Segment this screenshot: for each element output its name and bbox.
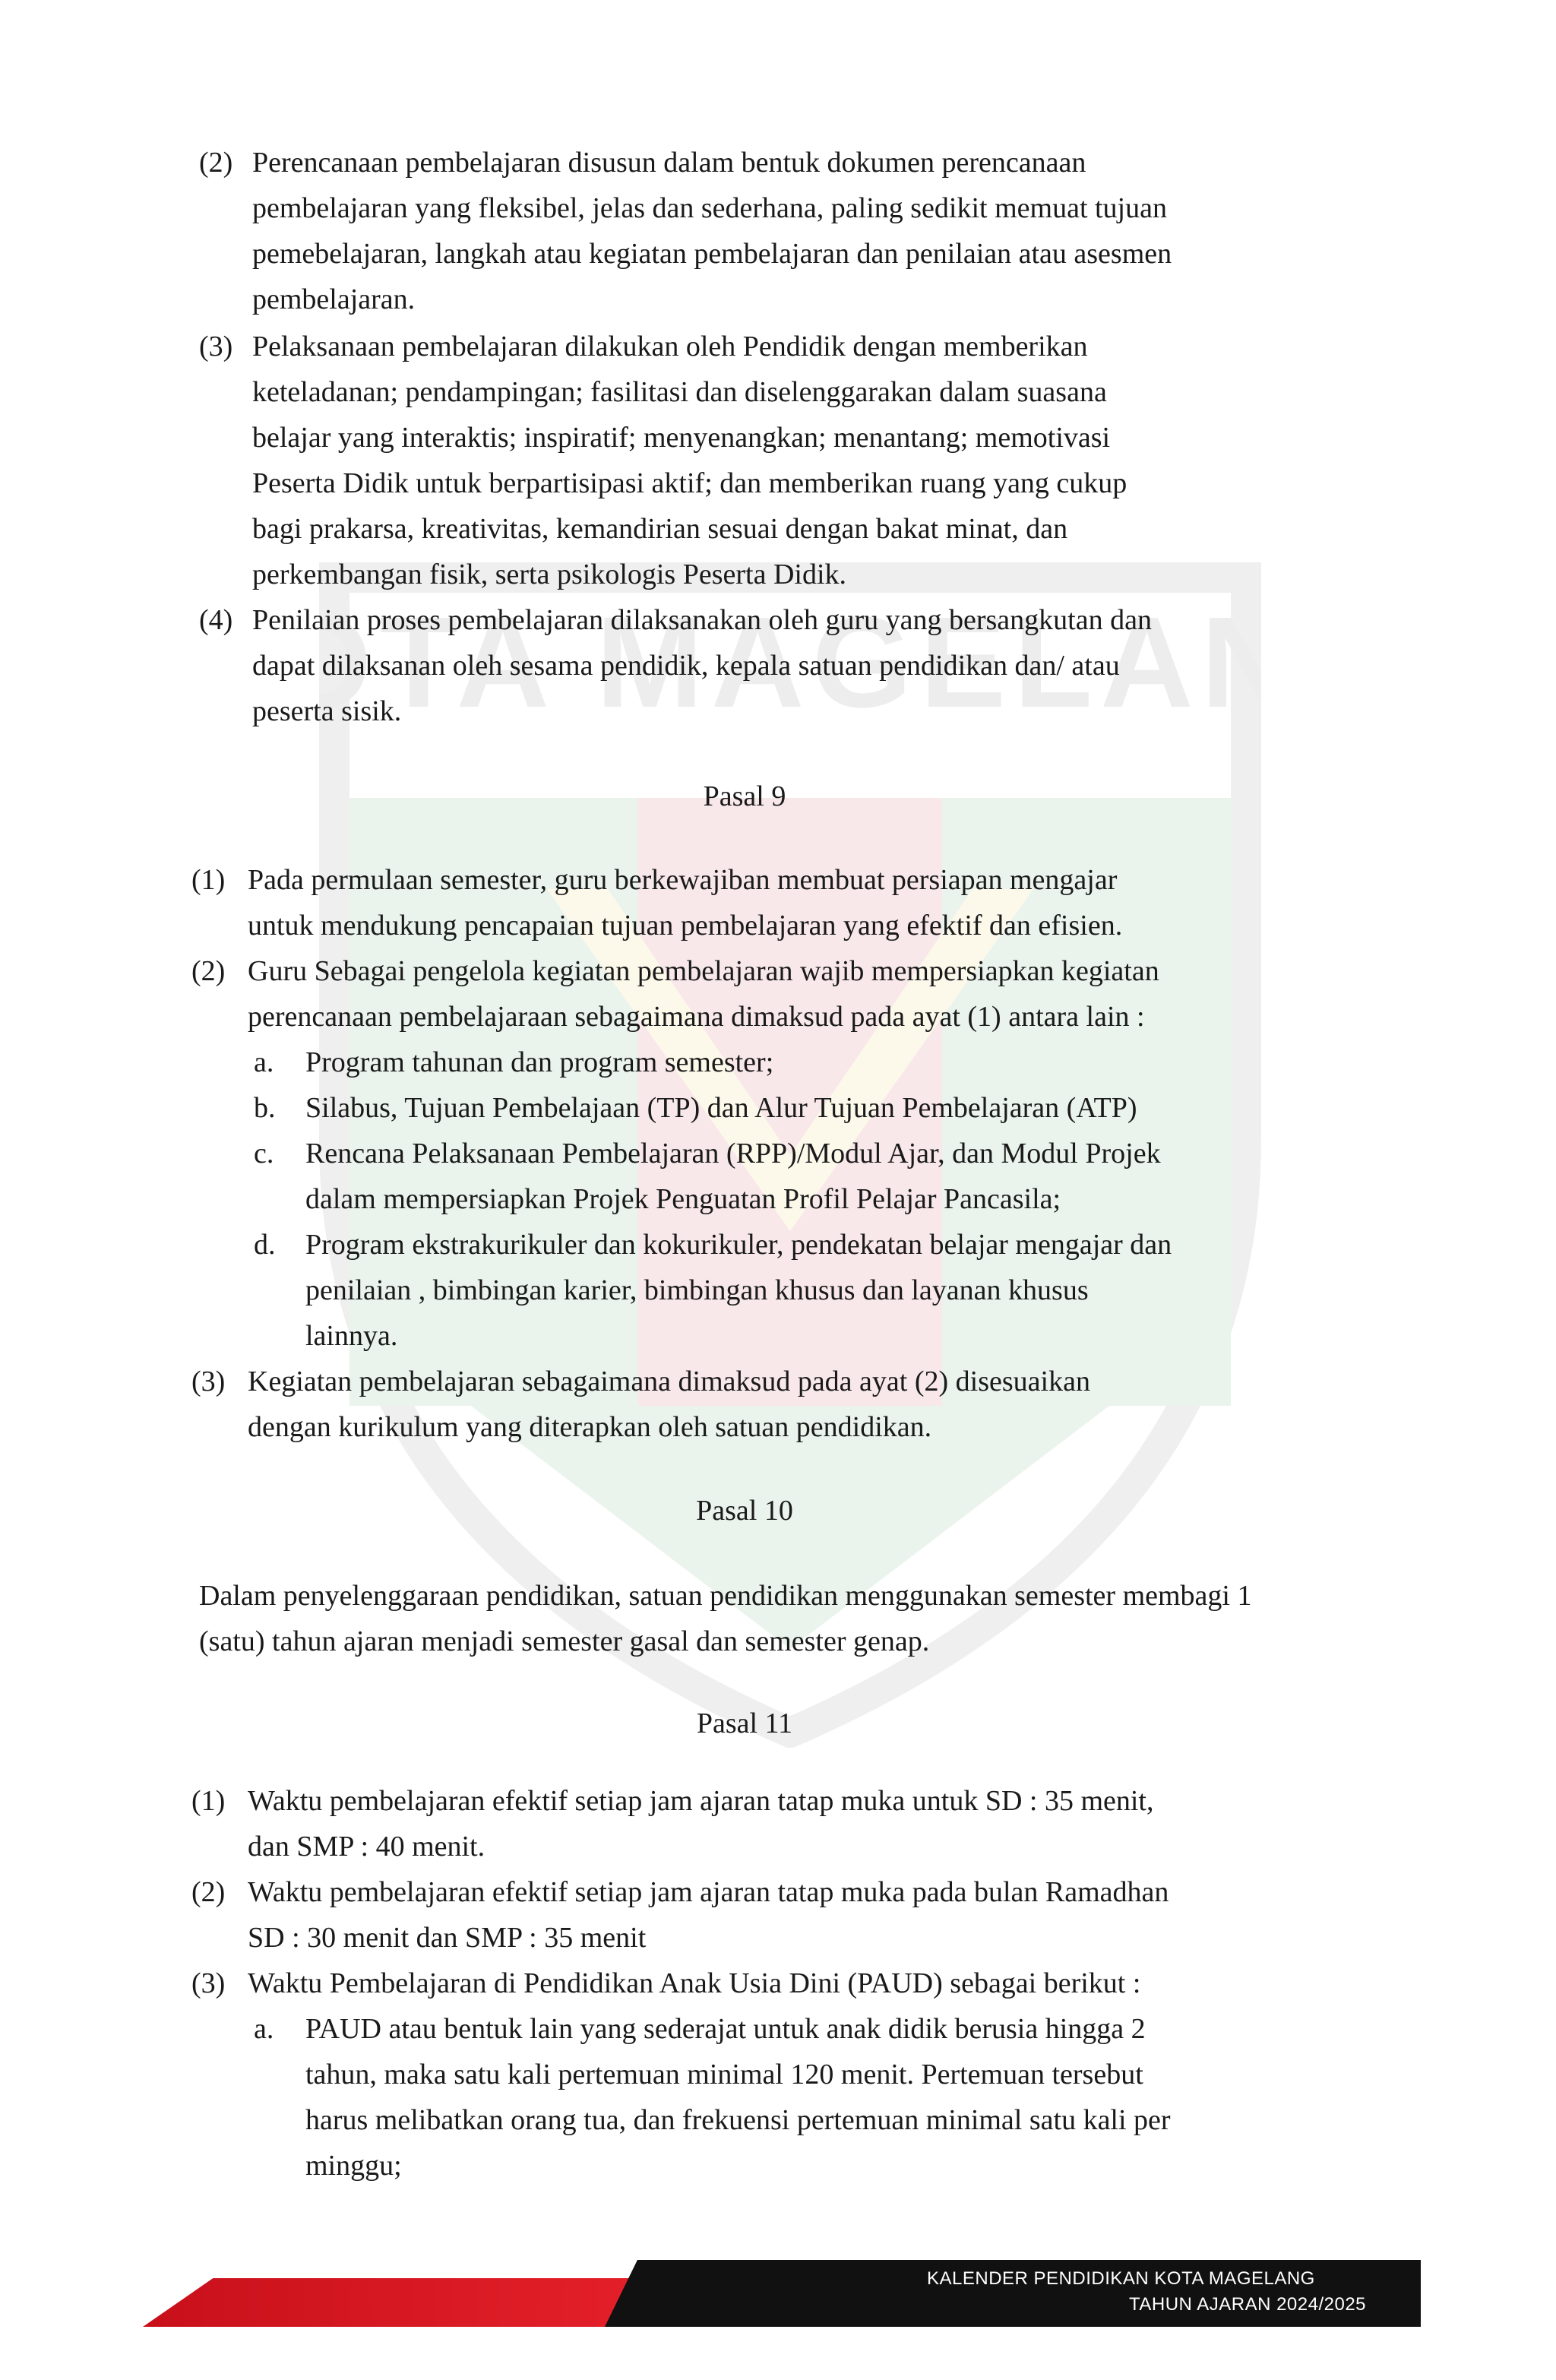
text-line: minggu; bbox=[305, 2150, 402, 2182]
watermark-text: OTA MAGELAN bbox=[319, 590, 1261, 735]
text-line: pembelajaran. bbox=[252, 283, 416, 315]
text-line: Penilaian proses pembelajaran dilaksanakan oleh guru yang bersangkutan dan bbox=[252, 604, 1152, 636]
footer-red-stripe bbox=[143, 2278, 644, 2327]
ayat-number: (3) bbox=[191, 1366, 226, 1397]
text-line: Waktu pembelajaran efektif setiap jam ajaran tatap muka untuk SD : 35 menit, bbox=[248, 1785, 1154, 1817]
ayat-number: (2) bbox=[191, 955, 226, 987]
text-line: Peserta Didik untuk berpartisipasi aktif; dan memberikan ruang yang cukup bbox=[252, 467, 1127, 499]
text-line: dengan kurikulum yang diterapkan oleh satuan pendidikan. bbox=[248, 1411, 932, 1443]
ayat-number: (4) bbox=[199, 604, 233, 636]
text-line: pemebelajaran, langkah atau kegiatan pembelajaran dan penilaian atau asesmen bbox=[252, 238, 1172, 270]
text-line: peserta sisik. bbox=[252, 695, 402, 727]
ayat-paragraph bbox=[248, 1359, 1295, 1450]
sub-item bbox=[305, 1131, 1295, 1222]
ayat-paragraph bbox=[248, 948, 1295, 1040]
text-line: belajar yang interaktis; inspiratif; menyenangkan; menantang; memotivasi bbox=[252, 422, 1111, 454]
sub-item-letter: d. bbox=[254, 1229, 276, 1261]
ayat-number: (2) bbox=[199, 147, 233, 179]
text-line: untuk mendukung pencapaian tujuan pembelajaran yang efektif dan efisien. bbox=[248, 910, 1123, 942]
ayat-number: (1) bbox=[191, 864, 226, 896]
text-line: Program tahunan dan program semester; bbox=[305, 1046, 774, 1078]
sub-item bbox=[305, 2006, 1295, 2189]
text-line: keteladanan; pendampingan; fasilitasi dan diselenggarakan dalam suasana bbox=[252, 376, 1107, 408]
text-line: harus melibatkan orang tua, dan frekuensi pertemuan minimal satu kali per bbox=[305, 2104, 1171, 2136]
text-line: Kegiatan pembelajaran sebagaimana dimaksud pada ayat (2) disesuaikan bbox=[248, 1366, 1090, 1397]
ayat-paragraph bbox=[252, 324, 1295, 597]
text-line: perencanaan pembelajaraan sebagaimana dimaksud pada ayat (1) antara lain : bbox=[248, 1001, 1145, 1033]
text-line: Silabus, Tujuan Pembelajaan (TP) dan Alur Tujuan Pembelajaran (ATP) bbox=[305, 1092, 1137, 1124]
sub-item bbox=[305, 1040, 1295, 1085]
pasal-paragraph bbox=[199, 1573, 1415, 1664]
text-line: Waktu Pembelajaran di Pendidikan Anak Usia Dini (PAUD) sebagai berikut : bbox=[248, 1967, 1141, 1999]
text-line: penilaian , bimbingan karier, bimbingan khusus dan layanan khusus bbox=[305, 1274, 1089, 1306]
text-line: Perencanaan pembelajaran disusun dalam bentuk dokumen perencanaan bbox=[252, 147, 1086, 179]
pasal-heading: Pasal 10 bbox=[696, 1495, 793, 1527]
text-line: dalam mempersiapkan Projek Penguatan Profil Pelajar Pancasila; bbox=[305, 1183, 1061, 1215]
text-line: Pelaksanaan pembelajaran dilakukan oleh Pendidik dengan memberikan bbox=[252, 331, 1088, 362]
text-line: Dalam penyelenggaraan pendidikan, satuan pendidikan menggunakan semester membagi 1 bbox=[199, 1580, 1252, 1612]
text-line: Waktu pembelajaran efektif setiap jam ajaran tatap muka pada bulan Ramadhan bbox=[248, 1876, 1169, 1908]
footer-title: KALENDER PENDIDIKAN KOTA MAGELANG bbox=[927, 2268, 1315, 2289]
text-line: Rencana Pelaksanaan Pembelajaran (RPP)/Modul Ajar, dan Modul Projek bbox=[305, 1138, 1161, 1169]
ayat-paragraph bbox=[248, 1869, 1295, 1961]
text-line: (satu) tahun ajaran menjadi semester gasal dan semester genap. bbox=[199, 1625, 930, 1657]
sub-item-letter: c. bbox=[254, 1138, 274, 1169]
ayat-paragraph bbox=[252, 140, 1295, 322]
ayat-paragraph bbox=[248, 857, 1295, 948]
sub-item bbox=[305, 1222, 1295, 1359]
text-line: lainnya. bbox=[305, 1320, 398, 1352]
sub-item-letter: a. bbox=[254, 1046, 274, 1078]
sub-item-letter: a. bbox=[254, 2013, 274, 2045]
pasal-heading: Pasal 9 bbox=[703, 780, 786, 812]
ayat-number: (3) bbox=[191, 1967, 226, 1999]
text-line: tahun, maka satu kali pertemuan minimal 120 menit. Pertemuan tersebut bbox=[305, 2059, 1143, 2090]
sub-item-letter: b. bbox=[254, 1092, 276, 1124]
text-line: Guru Sebagai pengelola kegiatan pembelajaran wajib mempersiapkan kegiatan bbox=[248, 955, 1159, 987]
footer-subtitle: TAHUN AJARAN 2024/2025 bbox=[1129, 2294, 1367, 2315]
text-line: PAUD atau bentuk lain yang sederajat untuk anak didik berusia hingga 2 bbox=[305, 2013, 1146, 2045]
ayat-paragraph bbox=[248, 1961, 1295, 2006]
text-line: perkembangan fisik, serta psikologis Peserta Didik. bbox=[252, 559, 847, 590]
text-line: dan SMP : 40 menit. bbox=[248, 1831, 485, 1863]
text-line: dapat dilaksanan oleh sesama pendidik, kepala satuan pendidikan dan/ atau bbox=[252, 650, 1120, 682]
text-line: Program ekstrakurikuler dan kokurikuler, pendekatan belajar mengajar dan bbox=[305, 1229, 1172, 1261]
ayat-number: (1) bbox=[191, 1785, 226, 1817]
ayat-paragraph bbox=[252, 597, 1295, 734]
pasal-heading: Pasal 11 bbox=[696, 1707, 793, 1739]
sub-item bbox=[305, 1085, 1295, 1131]
text-line: pembelajaran yang fleksibel, jelas dan sederhana, paling sedikit memuat tujuan bbox=[252, 192, 1167, 224]
ayat-number: (3) bbox=[199, 331, 233, 362]
ayat-number: (2) bbox=[191, 1876, 226, 1908]
ayat-paragraph bbox=[248, 1778, 1295, 1869]
text-line: SD : 30 menit dan SMP : 35 menit bbox=[248, 1922, 647, 1954]
text-line: bagi prakarsa, kreativitas, kemandirian sesuai dengan bakat minat, dan bbox=[252, 513, 1068, 545]
text-line: Pada permulaan semester, guru berkewajiban membuat persiapan mengajar bbox=[248, 864, 1118, 896]
